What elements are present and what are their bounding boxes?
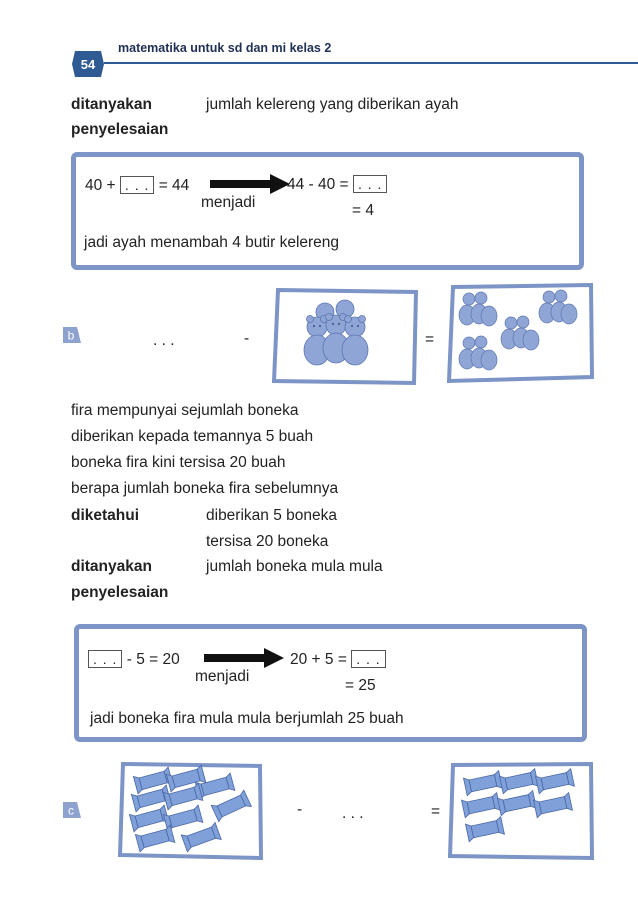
conclusion-a: jadi ayah menambah 4 butir kelereng — [84, 234, 340, 251]
blank-box: . . . — [353, 175, 387, 193]
arrow-icon — [210, 174, 290, 194]
unknown-blank: . . . — [153, 332, 175, 349]
known-value-1: diberikan 5 boneka — [206, 507, 337, 524]
equation-2-result: = 4 — [352, 202, 374, 219]
candy-result-frame — [447, 762, 595, 862]
story-line-4: berapa jumlah boneka fira sebelumnya — [71, 480, 339, 497]
minus-sign-c: - — [297, 801, 303, 818]
eq1-right: = 44 — [158, 177, 190, 194]
asked-label-b: ditanyakan — [71, 558, 152, 575]
known-value-2: tersisa 20 boneka — [206, 533, 329, 550]
solution-box-a — [71, 152, 584, 270]
teddy-picture-frame — [270, 287, 420, 386]
eq2-left: 44 - 40 = — [287, 176, 349, 193]
blank-box: . . . — [351, 650, 385, 668]
page-number: 54 — [80, 57, 96, 72]
svg-text:c: c — [68, 803, 74, 818]
blank-box: . . . — [88, 650, 122, 668]
arrow-label-b: menjadi — [195, 668, 250, 685]
solution-label-b: penyelesaian — [71, 584, 169, 601]
eq1-left: 40 + — [85, 177, 116, 194]
minus-sign: - — [244, 330, 250, 347]
page-number-badge — [71, 49, 105, 79]
svg-text:b: b — [67, 328, 75, 343]
candy-picture-frame — [117, 762, 264, 862]
unknown-blank-c: . . . — [342, 805, 364, 822]
teddy-result-frame — [447, 283, 595, 384]
section-c-label — [63, 802, 81, 818]
eq2b-left: 20 + 5 = — [290, 651, 347, 668]
arrow-label: menjadi — [201, 194, 256, 211]
equation-1 — [85, 176, 189, 195]
header-rule — [104, 62, 638, 64]
solution-box-b — [74, 624, 587, 742]
story-line-3: boneka fira kini tersisa 20 buah — [71, 454, 286, 471]
equation-2 — [287, 175, 387, 194]
equals-sign: = — [425, 331, 435, 348]
equation-b-1 — [88, 650, 180, 669]
arrow-icon — [204, 648, 284, 668]
asked-label: ditanyakan — [71, 96, 152, 113]
header-title: matematika untuk sd dan mi kelas 2 — [118, 41, 332, 55]
conclusion-b: jadi boneka fira mula mula berjumlah 25 buah — [90, 710, 404, 727]
section-b-label — [63, 327, 81, 343]
known-label: diketahui — [71, 507, 140, 524]
equals-sign-c: = — [431, 803, 441, 820]
equation-b-2 — [290, 650, 386, 669]
asked-value-b: jumlah boneka mula mula — [206, 558, 383, 575]
solution-label: penyelesaian — [71, 121, 169, 138]
blank-box: . . . — [120, 176, 154, 194]
story-line-2: diberikan kepada temannya 5 buah — [71, 428, 314, 445]
asked-value: jumlah kelereng yang diberikan ayah — [206, 96, 459, 113]
eq1b-right: - 5 = 20 — [126, 651, 180, 668]
story-line-1: fira mempunyai sejumlah boneka — [71, 402, 299, 419]
equation-b-2-result: = 25 — [345, 677, 376, 694]
